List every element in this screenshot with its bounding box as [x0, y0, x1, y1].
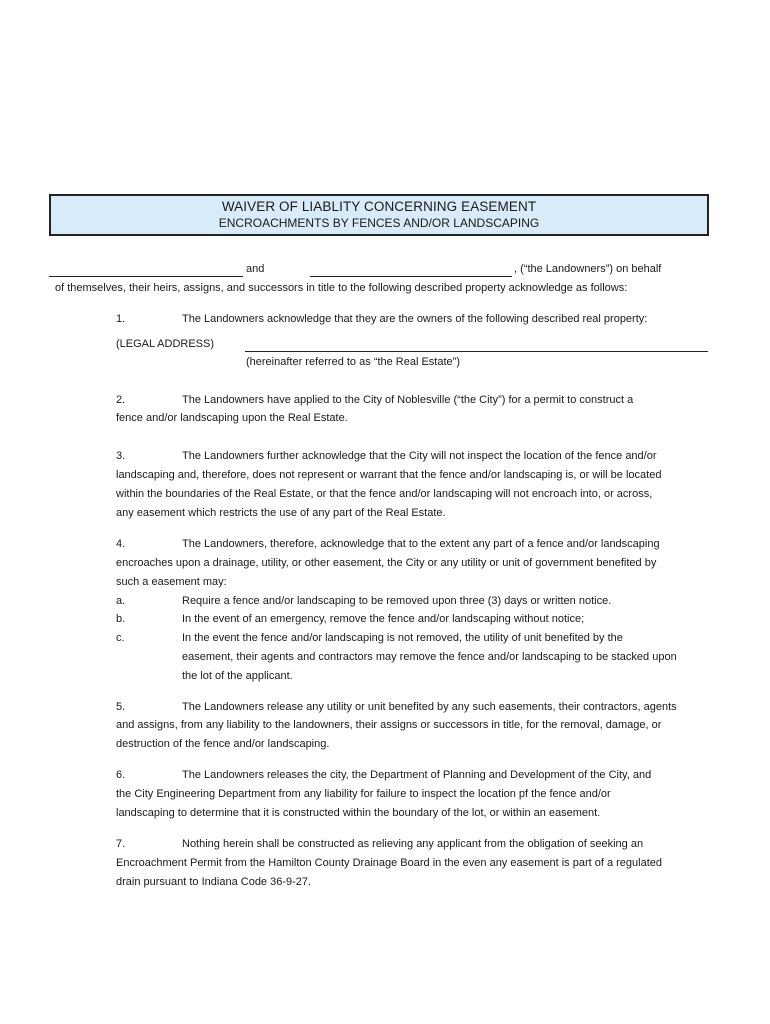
p3-line4: any easement which restricts the use of any part of the Real Estate.	[116, 507, 446, 519]
p2-line1: The Landowners have applied to the City of Noblesville (“the City”) for a permit to construct a	[182, 394, 634, 406]
p2-number: 2.	[116, 394, 126, 406]
p4c-line1: In the event the fence and/or landscaping is not removed, the utility of unit benefited by the	[182, 632, 623, 644]
p1-number: 1.	[116, 313, 126, 325]
p3-line1: The Landowners further acknowledge that the City will not inspect the location of the fence and/or	[182, 450, 657, 462]
document-subtitle: ENCROACHMENTS BY FENCES AND/OR LANDSCAPING	[218, 216, 540, 230]
legal-address-blank[interactable]	[245, 351, 708, 352]
p2-line2: fence and/or landscaping upon the Real Estate.	[116, 412, 348, 424]
p4a-label: a.	[116, 595, 126, 607]
intro-and: and	[246, 263, 265, 275]
intro-landowners: , (“the Landowners”) on behalf	[514, 263, 662, 275]
p3-number: 3.	[116, 450, 126, 462]
p4-line1: The Landowners, therefore, acknowledge that to the extent any part of a fence and/or landscaping	[182, 538, 660, 550]
p6-line1: The Landowners releases the city, the Department of Planning and Development of the City, and	[182, 769, 652, 781]
p6-line2: the City Engineering Department from any liability for failure to inspect the location pf the fence and/or	[116, 788, 611, 800]
p4-number: 4.	[116, 538, 126, 550]
p4-line2: encroaches upon a drainage, utility, or other easement, the City or any utility or unit of government benefited by	[116, 557, 657, 569]
landowner1-blank[interactable]	[49, 276, 243, 277]
p5-number: 5.	[116, 701, 126, 713]
hereinafter-note: (hereinafter referred to as “the Real Estate”)	[246, 356, 460, 368]
document-title-box	[49, 194, 709, 236]
p4b-text: In the event of an emergency, remove the fence and/or landscaping without notice;	[182, 613, 585, 625]
p1-text: The Landowners acknowledge that they are the owners of the following described real property:	[182, 313, 648, 325]
p4c-line2: easement, their agents and contractors may remove the fence and/or landscaping to be stacked upon	[182, 651, 677, 663]
p7-line2: Encroachment Permit from the Hamilton County Drainage Board in the even any easement is part of a regulated	[116, 857, 663, 869]
p5-line1: The Landowners release any utility or unit benefited by any such easements, their contractors, agents	[182, 701, 677, 713]
p6-number: 6.	[116, 769, 126, 781]
p4-line3: such a easement may:	[116, 576, 227, 588]
legal-address-label: (LEGAL ADDRESS)	[116, 338, 215, 350]
intro-line2: of themselves, their heirs, assigns, and successors in title to the following described property acknowledge as follows:	[55, 282, 628, 294]
landowner2-blank[interactable]	[310, 276, 512, 277]
p3-line3: within the boundaries of the Real Estate, or that the fence and/or landscaping will not encroach into, or across,	[116, 488, 653, 500]
p4c-line3: the lot of the applicant.	[182, 670, 293, 682]
document-title: WAIVER OF LIABLITY CONCERNING EASEMENT	[221, 199, 537, 214]
p7-line3: drain pursuant to Indiana Code 36-9-27.	[116, 876, 312, 888]
p6-line3: landscaping to determine that it is constructed within the boundary of the lot, or within an easement.	[116, 807, 601, 819]
p3-line2: landscaping and, therefore, does not represent or warrant that the fence and/or landscaping is, or will be located	[116, 469, 662, 481]
p5-line2: and assigns, from any liability to the landowners, their assigns or successors in title, for the removal, damage, or	[116, 719, 662, 731]
p7-number: 7.	[116, 838, 126, 850]
p4c-label: c.	[116, 632, 125, 644]
p4a-text: Require a fence and/or landscaping to be removed upon three (3) days or written notice.	[182, 595, 612, 607]
p7-line1: Nothing herein shall be constructed as relieving any applicant from the obligation of seeking an	[182, 838, 644, 850]
p5-line3: destruction of the fence and/or landscaping.	[116, 738, 330, 750]
p4b-label: b.	[116, 613, 126, 625]
